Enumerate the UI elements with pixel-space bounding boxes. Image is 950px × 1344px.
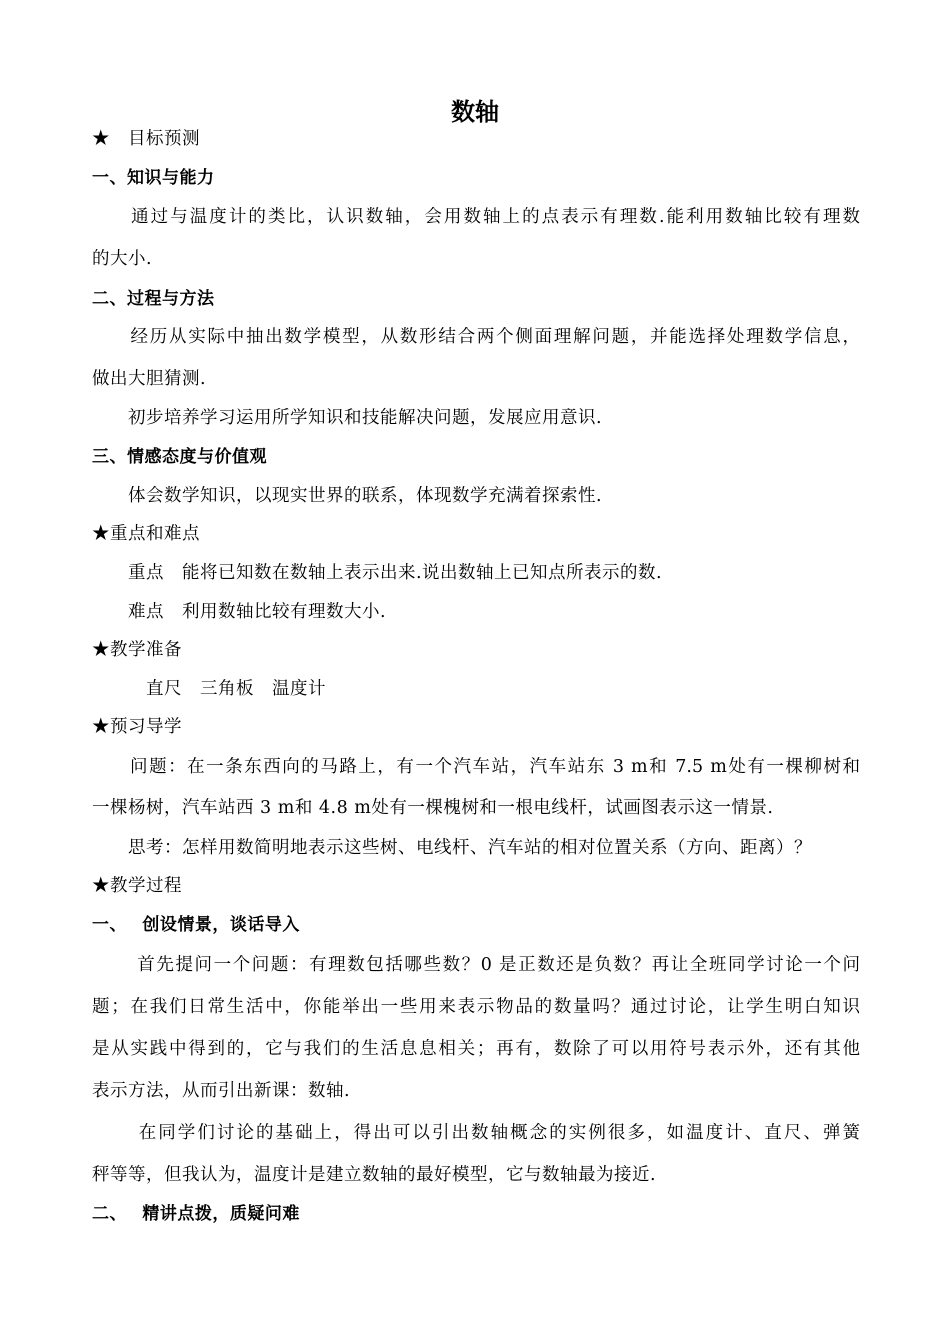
- paragraph-line: 直尺 三角板 温度计: [92, 679, 326, 699]
- paragraph-line: 首先提问一个问题：有理数包括哪些数？0 是正数还是负数？再让全班同学讨论一个问: [92, 955, 860, 975]
- paragraph-line: 是从实践中得到的，它与我们的生活息息相关；再有，数除了可以用符号表示外，还有其他: [92, 1039, 860, 1059]
- paragraph-line: 表示方法，从而引出新课：数轴.: [92, 1081, 351, 1101]
- heading-attitude: 三、情感态度与价值观: [92, 447, 267, 467]
- heading-intro: 一、 创设情景，谈话导入: [92, 915, 300, 935]
- section-key-heading: ★重点和难点: [92, 524, 200, 544]
- paragraph-line: 思考：怎样用数简明地表示这些树、电线杆、汽车站的相对位置关系（方向、距离）？: [92, 838, 812, 858]
- paragraph-line: 重点 能将已知数在数轴上表示出来.说出数轴上已知点所表示的数.: [92, 563, 663, 583]
- section-process-heading: ★教学过程: [92, 876, 182, 896]
- heading-knowledge: 一、知识与能力: [92, 168, 215, 188]
- paragraph-line: 秤等等，但我认为，温度计是建立数轴的最好模型，它与数轴最为接近.: [92, 1165, 657, 1185]
- paragraph-line: 题；在我们日常生活中，你能举出一些用来表示物品的数量吗？通过讨论，让学生明白知识: [92, 997, 860, 1017]
- paragraph-line: 经历从实际中抽出数学模型，从数形结合两个侧面理解问题，并能选择处理数学信息，: [92, 327, 860, 347]
- paragraph-line: 问题：在一条东西向的马路上，有一个汽车站，汽车站东 3 m和 7.5 m处有一棵柳树和: [92, 757, 860, 777]
- section-goal-heading: ★ 目标预测: [92, 129, 200, 149]
- paragraph-line: 一棵杨树，汽车站西 3 m和 4.8 m处有一棵槐树和一根电线杆，试画图表示这一情景.: [92, 798, 774, 818]
- paragraph-line: 的大小.: [92, 249, 153, 269]
- paragraph-line: 体会数学知识，以现实世界的联系，体现数学充满着探索性.: [92, 486, 603, 506]
- section-preview-heading: ★预习导学: [92, 717, 182, 737]
- paragraph-line: 难点 利用数轴比较有理数大小.: [92, 602, 387, 622]
- section-prep-heading: ★教学准备: [92, 640, 182, 660]
- paragraph-line: 通过与温度计的类比，认识数轴，会用数轴上的点表示有理数.能利用数轴比较有理数: [92, 207, 860, 227]
- page-title: 数轴: [451, 98, 499, 126]
- paragraph-line: 在同学们讨论的基础上，得出可以引出数轴概念的实例很多，如温度计、直尺、弹簧: [92, 1123, 860, 1143]
- paragraph-line: 做出大胆猜测.: [92, 369, 207, 389]
- paragraph-line: 初步培养学习运用所学知识和技能解决问题，发展应用意识.: [92, 408, 603, 428]
- heading-process: 二、过程与方法: [92, 289, 215, 309]
- heading-explain: 二、 精讲点拨，质疑问难: [92, 1204, 300, 1224]
